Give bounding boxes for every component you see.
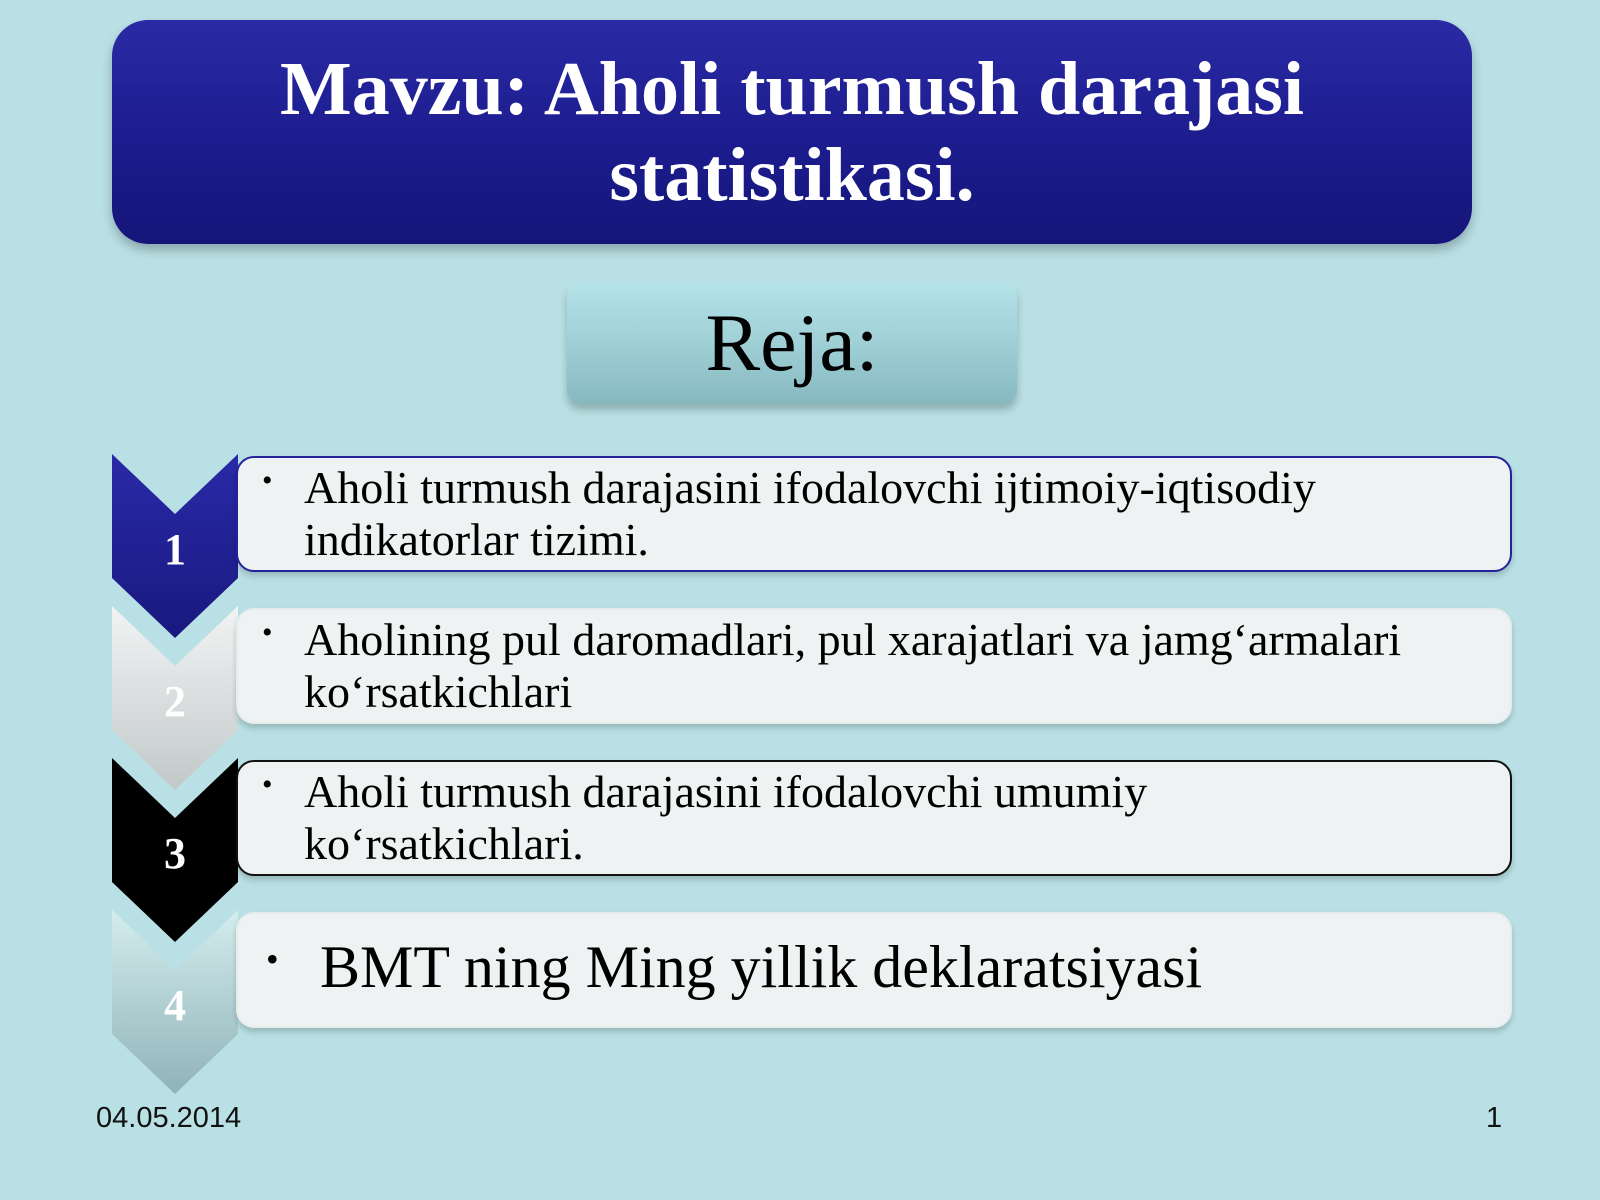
plan-item-box-2 bbox=[236, 608, 1512, 724]
plan-item-text-3: Aholi turmush darajasini ifodalovchi umumiy ko‘rsatkichlari. bbox=[304, 766, 1148, 869]
plan-item-text-1: Aholi turmush darajasini ifodalovchi ijtimoiy-iqtisodiy indikatorlar tizimi. bbox=[304, 462, 1316, 565]
slide-subtitle: Reja: bbox=[705, 297, 879, 388]
title-banner bbox=[112, 20, 1472, 244]
step-number-2: 2 bbox=[164, 677, 186, 726]
bullet-icon: • bbox=[262, 616, 273, 649]
plan-item-box-3 bbox=[236, 760, 1512, 876]
plan-item-box-1 bbox=[236, 456, 1512, 572]
subtitle-box bbox=[567, 282, 1017, 404]
bullet-icon: • bbox=[262, 464, 273, 497]
plan-item-box-4 bbox=[236, 912, 1512, 1028]
bullet-icon: • bbox=[266, 939, 279, 979]
slide-title: Mavzu: Aholi turmush darajasi statistikasi. bbox=[280, 47, 1304, 217]
plan-item-text-2: Aholining pul daromadlari, pul xarajatlari va jamg‘armalari ko‘rsatkichlari bbox=[304, 614, 1402, 717]
bullet-icon: • bbox=[262, 768, 273, 801]
page-number: 1 bbox=[1486, 1102, 1503, 1134]
step-number-4: 4 bbox=[164, 981, 186, 1030]
step-number-1: 1 bbox=[164, 525, 186, 574]
plan-item-text-4: BMT ning Ming yillik deklaratsiyasi bbox=[320, 934, 1203, 1000]
step-number-3: 3 bbox=[164, 829, 186, 878]
footer-date: 04.05.2014 bbox=[96, 1102, 242, 1134]
